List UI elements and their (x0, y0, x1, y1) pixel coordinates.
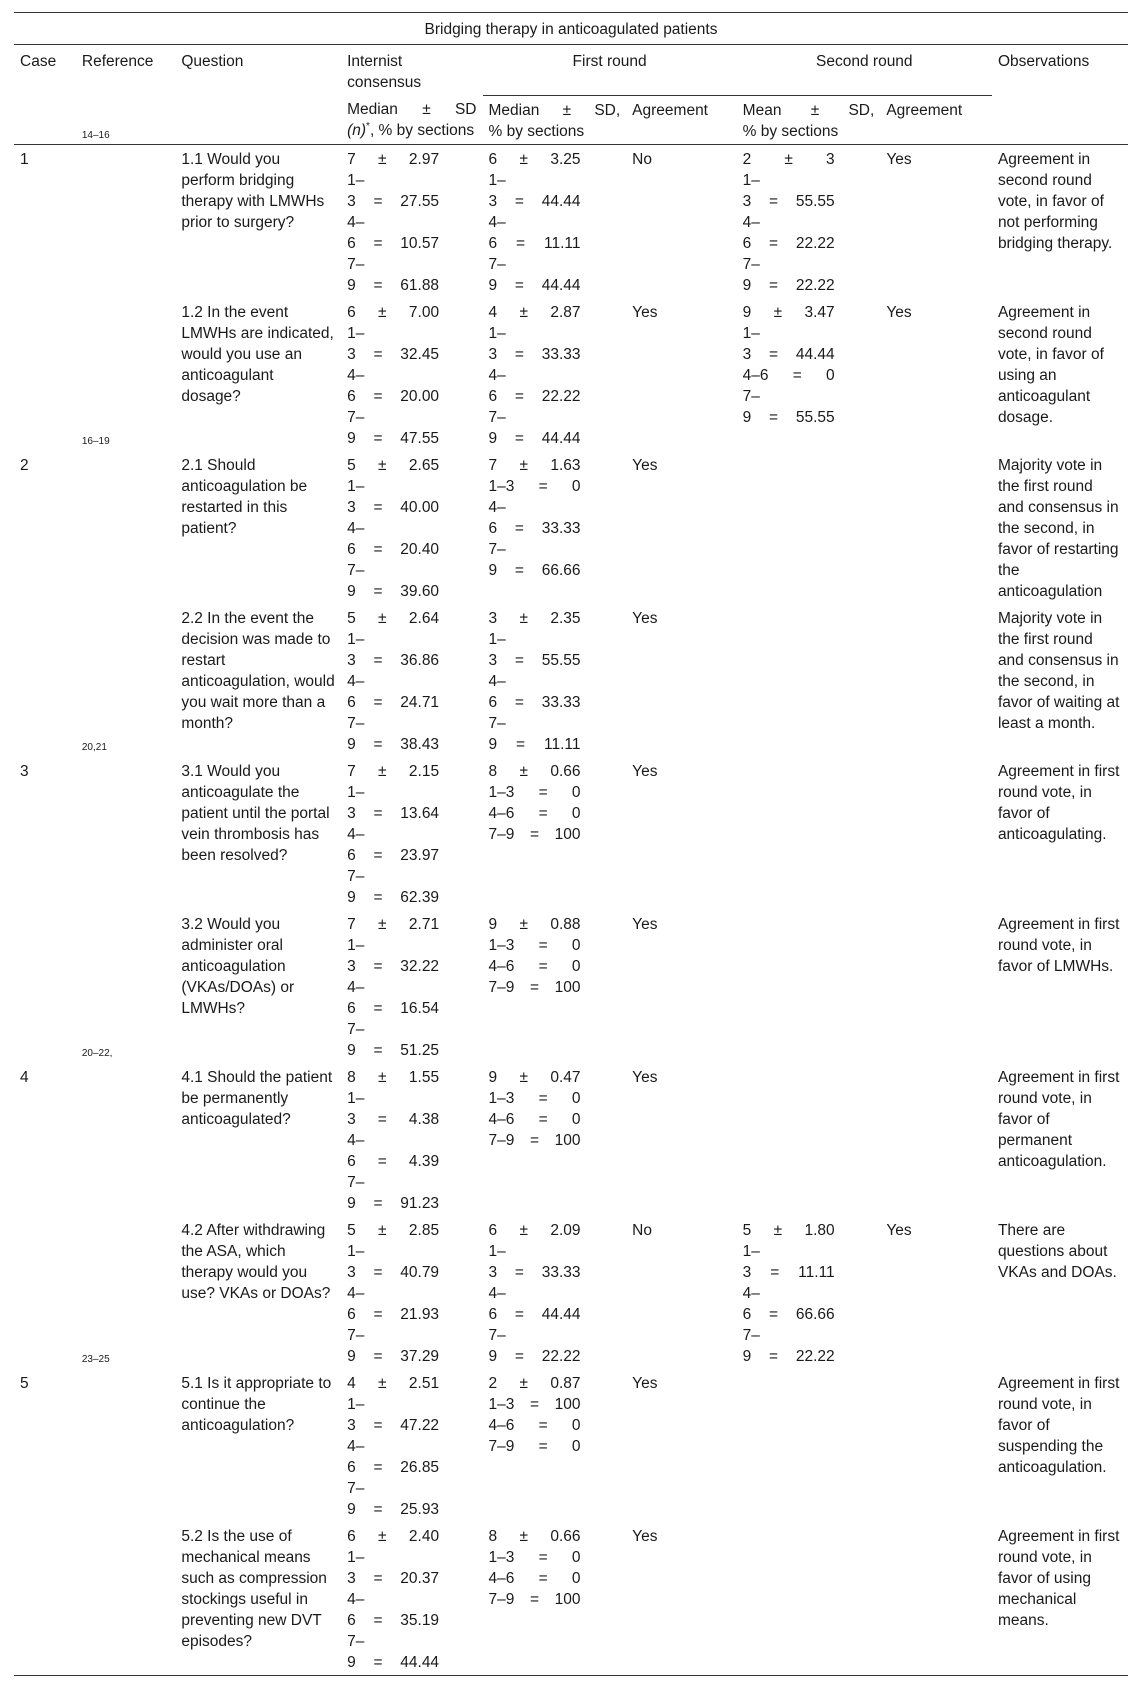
stat-line: 9 = 44.44 (488, 429, 581, 447)
stat-line: 3 = 55.55 (742, 192, 835, 210)
stat-line: 9 = 55.55 (742, 408, 835, 426)
stat-line: 7– (347, 408, 365, 426)
first-agreement-cell: Yes (632, 915, 658, 933)
table-row (14, 1522, 1128, 1676)
reference-cell (76, 1353, 175, 1522)
stat-line: 4– (347, 1284, 365, 1302)
stat-line: 8 ± 0.66 (488, 762, 581, 780)
observations-cell: Agreement in first round vote, in favor of using mechanical means. (992, 1522, 1128, 1676)
stat-line: 1– (488, 630, 506, 648)
stat-line: 7– (347, 1173, 365, 1191)
stat-line: 7– (488, 255, 506, 273)
case-cell: 1 (20, 150, 29, 168)
first-round-cell (483, 298, 627, 451)
stat-line: 6 = 26.85 (347, 1458, 440, 1476)
table-row (14, 298, 1128, 451)
table-row (14, 1063, 1128, 1216)
observations-cell: Majority vote in the first round and consensus in the second, in favor of restarting the anticoagulation (997, 456, 1119, 600)
stat-line: 1– (347, 1242, 365, 1260)
question-cell: 1.2 In the event LMWHs are indicated, would you use an anticoagulant dosage? (181, 303, 334, 405)
case-cell: 3 (20, 762, 29, 780)
question-cell: 3.1 Would you anticoagulate the patient until the portal vein thrombosis has been resolved? (181, 762, 330, 864)
stat-line: 3 = 40.79 (347, 1263, 440, 1281)
stat-line: 9 = 62.39 (347, 888, 440, 906)
first-round-cell (483, 757, 627, 910)
stat-line: 4–6 = 0 (488, 957, 581, 975)
stat-line: 7– (347, 1479, 365, 1497)
stat-line: 6 = 66.66 (742, 1305, 835, 1323)
stat-line: 4– (488, 213, 506, 231)
first-agreement-cell: No (632, 1221, 652, 1239)
reference-cell (76, 910, 175, 1063)
stat-line: 5 ± 1.80 (742, 1221, 835, 1239)
stat-line: 9 = 11.11 (488, 735, 581, 753)
stat-line: 7–9 = 100 (488, 1590, 581, 1608)
observations-cell: Majority vote in the first round and consensus in the second, in favor of waiting at least a month. (997, 609, 1120, 732)
stat-line: 9 = 38.43 (347, 735, 440, 753)
first-agreement-cell: Yes (632, 762, 658, 780)
observations-cell: There are questions about VKAs and DOAs. (997, 1221, 1117, 1281)
stat-line: 1– (347, 1089, 365, 1107)
stat-line: 4– (488, 1284, 506, 1302)
stat-line: 7– (488, 714, 506, 732)
stat-line: 4 ± 2.87 (488, 303, 581, 321)
header-first-round: First round (483, 45, 737, 96)
table-body (14, 129, 1128, 1675)
case-cell (14, 604, 76, 757)
stat-line: 4– (347, 366, 365, 384)
question-cell: 2.2 In the event the decision was made to restart anticoagulation, would you wait more than a month? (181, 609, 335, 732)
stat-line: 4– (347, 672, 365, 690)
observations-cell: Agreement in second round vote, in favor of using an anticoagulant dosage. (997, 303, 1104, 426)
stat-line: 8 ± 1.55 (347, 1068, 440, 1086)
table-container (14, 12, 1128, 1676)
header-observations: Observations (992, 45, 1128, 145)
stat-line: 7 ± 2.15 (347, 762, 440, 780)
stat-line: 4– (347, 519, 365, 537)
first-agreement-cell: No (632, 150, 652, 168)
reference-cell (76, 1522, 175, 1676)
internist-cell (341, 451, 482, 604)
stat-line: 4– (488, 366, 506, 384)
reference-cell (76, 1216, 175, 1369)
header-internist: Internist consensus (347, 53, 422, 91)
stat-line: 9 = 25.93 (347, 1500, 440, 1518)
second-agreement-cell: Yes (886, 150, 912, 168)
internist-cell (341, 298, 482, 451)
second-round-cell (737, 144, 881, 298)
stat-line: 9 = 66.66 (488, 561, 581, 579)
stat-line: 4–6 = 0 (488, 1110, 581, 1128)
stat-line: 1– (488, 1242, 506, 1260)
stat-line: 1– (347, 1395, 365, 1413)
header-question: Question (175, 45, 341, 145)
stat-line: 9 = 22.22 (742, 1347, 835, 1365)
stat-line: 6 = 10.57 (347, 234, 440, 252)
reference-superscript: 14–16 (81, 129, 110, 141)
first-round-cell (483, 144, 627, 298)
stat-line: 6 = 44.44 (488, 1305, 581, 1323)
observations-cell: Agreement in first round vote, in favor of suspending the anticoagulation. (997, 1374, 1120, 1476)
stat-line: 6 = 33.33 (488, 693, 581, 711)
internist-cell (341, 1522, 482, 1676)
reference-superscript: 20–22, (81, 1047, 113, 1059)
stat-line: 7– (347, 1326, 365, 1344)
stat-line: 1– (742, 324, 760, 342)
stat-line: 6 = 33.33 (488, 519, 581, 537)
case-cell (14, 1522, 76, 1676)
stat-line: 1– (742, 171, 760, 189)
stat-line: 1– (488, 171, 506, 189)
table-row (14, 451, 1128, 604)
stat-line: 9 = 44.44 (347, 1653, 440, 1671)
stat-line: 3 = 32.45 (347, 345, 440, 363)
stat-line: 4– (488, 498, 506, 516)
header-second-agreement: Agreement (880, 95, 992, 144)
case-cell: 5 (20, 1374, 29, 1392)
internist-cell (341, 1216, 482, 1369)
stat-line: 6 = 24.71 (347, 693, 440, 711)
stat-line: 1– (347, 477, 365, 495)
stat-line: 5 ± 2.65 (347, 456, 440, 474)
stat-line: 7– (347, 255, 365, 273)
stat-line: 6 = 16.54 (347, 999, 440, 1017)
stat-line: 7– (347, 561, 365, 579)
stat-line: 3 = 44.44 (742, 345, 835, 363)
table-row (14, 1216, 1128, 1369)
header-case: Case (14, 45, 76, 145)
observations-cell: Agreement in second round vote, in favor of not performing bridging therapy. (997, 150, 1113, 252)
stat-line: 1– (347, 324, 365, 342)
stat-line: 9 = 61.88 (347, 276, 440, 294)
stat-line: 9 = 51.25 (347, 1041, 440, 1059)
question-cell: 4.1 Should the patient be permanently anticoagulated? (181, 1068, 333, 1128)
stat-line: 1–3 = 0 (488, 936, 581, 954)
stat-line: 4– (347, 825, 365, 843)
stat-line: 9 = 22.22 (488, 1347, 581, 1365)
reference-superscript: 23–25 (81, 1353, 110, 1365)
first-agreement-cell: Yes (626, 1522, 737, 1676)
stat-line: 8 ± 0.66 (488, 1527, 581, 1545)
stat-line: 9 = 47.55 (347, 429, 440, 447)
second-agreement-cell: Yes (886, 1221, 912, 1239)
stat-line: 3 = 47.22 (347, 1416, 440, 1434)
internist-cell (341, 910, 482, 1063)
first-agreement-cell: Yes (632, 609, 658, 627)
stat-line: 4–6 = 0 (742, 366, 835, 384)
first-round-cell (483, 1063, 627, 1216)
stat-line: 6 ± 3.25 (488, 150, 581, 168)
stat-line: 1–3 = 0 (488, 1548, 581, 1566)
first-agreement-cell: Yes (632, 1068, 658, 1086)
second-agreement-cell (880, 1063, 992, 1216)
stat-line: 7 ± 2.71 (347, 915, 440, 933)
second-agreement-cell (880, 757, 992, 910)
stat-line: 7– (488, 408, 506, 426)
stat-line: 6 = 35.19 (347, 1611, 440, 1629)
stat-line: 6 = 21.93 (347, 1305, 440, 1323)
second-round-cell (737, 1522, 881, 1676)
question-cell: 1.1 Would you perform bridging therapy with LMWHs prior to surgery? (181, 150, 325, 231)
stat-line: 5 ± 2.85 (347, 1221, 440, 1239)
stat-line: 7 ± 2.97 (347, 150, 440, 168)
stat-line: 3 = 44.44 (488, 192, 581, 210)
case-cell (14, 298, 76, 451)
stat-line: 6 = 22.22 (488, 387, 581, 405)
stat-line: 3 = 32.22 (347, 957, 440, 975)
stat-line: 6 = 4.39 (347, 1152, 440, 1170)
stat-line: 9 = 39.60 (347, 582, 440, 600)
stat-line: 9 = 91.23 (347, 1194, 440, 1212)
table-row (14, 144, 1128, 298)
reference-cell (76, 298, 175, 451)
stat-line: 1–3 = 100 (488, 1395, 581, 1413)
stat-line: 4 ± 2.51 (347, 1374, 440, 1392)
stat-line: 7–9 = 0 (488, 1437, 581, 1455)
stat-line: 4– (488, 672, 506, 690)
bridging-therapy-table (14, 12, 1128, 1676)
stat-line: 7– (347, 1020, 365, 1038)
stat-line: 6 = 20.40 (347, 540, 440, 558)
stat-line: 3 ± 2.35 (488, 609, 581, 627)
stat-line: 3 = 33.33 (488, 345, 581, 363)
stat-line: 1–3 = 0 (488, 783, 581, 801)
second-agreement-cell: Yes (886, 303, 912, 321)
first-round-cell (483, 1522, 627, 1676)
case-cell: 4 (20, 1068, 29, 1086)
header-first-agreement: Agreement (626, 95, 737, 144)
stat-line: 7–9 = 100 (488, 978, 581, 996)
stat-line: 4– (742, 213, 760, 231)
first-agreement-cell: Yes (632, 1374, 658, 1392)
header-reference: Reference (76, 45, 175, 145)
stat-line: 1–3 = 0 (488, 477, 581, 495)
stat-line: 9 ± 3.47 (742, 303, 835, 321)
internist-cell (341, 757, 482, 910)
second-agreement-cell (880, 910, 992, 1063)
stat-line: 3 = 55.55 (488, 651, 581, 669)
stat-line: 3 = 36.86 (347, 651, 440, 669)
stat-line: 7– (488, 540, 506, 558)
stat-line: 1– (347, 936, 365, 954)
second-round-cell (737, 1063, 881, 1216)
stat-line: 3 = 33.33 (488, 1263, 581, 1281)
stat-line: 1– (347, 783, 365, 801)
stat-line: 5 ± 2.64 (347, 609, 440, 627)
stat-line: 6 = 23.97 (347, 846, 440, 864)
internist-cell (341, 1369, 482, 1522)
stat-line: 1– (347, 171, 365, 189)
stat-line: 4– (347, 1590, 365, 1608)
reference-cell (76, 129, 175, 298)
table-title: Bridging therapy in anticoagulated patients (14, 13, 1128, 45)
stat-line: 3 = 20.37 (347, 1569, 440, 1587)
case-cell: 2 (20, 456, 29, 474)
stat-line: 4–6 = 0 (488, 1569, 581, 1587)
stat-line: 4–6 = 0 (488, 1416, 581, 1434)
stat-line: 4– (347, 1131, 365, 1149)
reference-cell (76, 741, 175, 910)
first-round-cell (483, 451, 627, 604)
case-cell (14, 1216, 76, 1369)
stat-line: 7– (347, 714, 365, 732)
stat-line: 9 = 44.44 (488, 276, 581, 294)
question-cell: 5.1 Is it appropriate to continue the anticoagulation? (181, 1374, 332, 1434)
stat-line: 9 = 22.22 (742, 276, 835, 294)
stat-line: 4– (347, 978, 365, 996)
internist-cell (341, 144, 482, 298)
first-agreement-cell: Yes (632, 456, 658, 474)
first-agreement-cell: Yes (632, 303, 658, 321)
stat-line: 3 = 27.55 (347, 192, 440, 210)
first-round-cell (483, 604, 627, 757)
second-agreement-cell (880, 451, 992, 604)
second-agreement-cell (880, 1522, 992, 1676)
second-agreement-cell (880, 1369, 992, 1522)
stat-line: 1– (347, 630, 365, 648)
stat-line: 2 ± 0.87 (488, 1374, 581, 1392)
question-cell: 4.2 After withdrawing the ASA, which therapy would you use? VKAs or DOAs? (181, 1221, 331, 1302)
question-cell: 3.2 Would you administer oral anticoagulation (VKAs/DOAs) or LMWHs? (181, 915, 295, 1017)
reference-cell (76, 1047, 175, 1216)
stat-line: 6 = 20.00 (347, 387, 440, 405)
header-first-median: Median ± SD, % by sections (483, 95, 627, 144)
reference-cell (76, 604, 175, 757)
case-cell (14, 910, 76, 1063)
stat-line: 9 = 37.29 (347, 1347, 440, 1365)
second-round-cell (737, 910, 881, 1063)
stat-line: 3 = 4.38 (347, 1110, 440, 1128)
internist-cell (341, 604, 482, 757)
stat-line: 7 ± 1.63 (488, 456, 581, 474)
question-cell: 5.2 Is the use of mechanical means such as compression stockings useful in preventing new DVT episodes? (175, 1522, 341, 1676)
stat-line: 9 ± 0.88 (488, 915, 581, 933)
stat-line: 4– (347, 213, 365, 231)
stat-line: 4–6 = 0 (488, 804, 581, 822)
reference-superscript: 16–19 (81, 435, 110, 447)
stat-line: 2 ± 3 (742, 150, 835, 168)
stat-line: 3 = 40.00 (347, 498, 440, 516)
observations-cell: Agreement in first round vote, in favor of anticoagulating. (997, 762, 1120, 843)
stat-line: 6 = 11.11 (488, 234, 581, 252)
question-cell: 2.1 Should anticoagulation be restarted in this patient? (181, 456, 308, 537)
stat-line: 1– (488, 324, 506, 342)
stat-line: 1– (742, 1242, 760, 1260)
stat-line: 6 = 22.22 (742, 234, 835, 252)
second-round-cell (737, 757, 881, 910)
stat-line: 1–3 = 0 (488, 1089, 581, 1107)
stat-line: 7– (742, 1326, 760, 1344)
stat-line: 4– (742, 1284, 760, 1302)
stat-line: 7– (742, 387, 760, 405)
stat-line: 7– (488, 1326, 506, 1344)
stat-line: 7– (347, 1632, 365, 1650)
second-round-cell (737, 604, 881, 757)
stat-line: 6 ± 2.09 (488, 1221, 581, 1239)
second-round-cell (737, 298, 881, 451)
header-second-mean: Mean ± SD, % by sections (737, 95, 881, 144)
stat-line: 7– (742, 255, 760, 273)
stat-line: 9 ± 0.47 (488, 1068, 581, 1086)
stat-line: 3 = 13.64 (347, 804, 440, 822)
second-agreement-cell (880, 604, 992, 757)
stat-line: 6 ± 2.40 (347, 1527, 440, 1545)
first-round-cell (483, 1369, 627, 1522)
header-second-round: Second round (737, 45, 992, 96)
table-row (14, 910, 1128, 1063)
stat-line: 7–9 = 100 (488, 825, 581, 843)
table-row (14, 604, 1128, 757)
second-round-cell (737, 1369, 881, 1522)
first-round-cell (483, 910, 627, 1063)
reference-cell (76, 435, 175, 604)
stat-line: 7– (347, 867, 365, 885)
table-row (14, 757, 1128, 910)
observations-cell: Agreement in first round vote, in favor of LMWHs. (997, 915, 1120, 975)
reference-superscript: 20,21 (81, 741, 107, 753)
second-round-cell (737, 1216, 881, 1369)
stat-line: 6 ± 7.00 (347, 303, 440, 321)
stat-line: 7–9 = 100 (488, 1131, 581, 1149)
observations-cell: Agreement in first round vote, in favor of permanent anticoagulation. (997, 1068, 1120, 1170)
stat-line: 1– (347, 1548, 365, 1566)
second-round-cell (737, 451, 881, 604)
header-internist-sub: Median ± SD (n)*, % by sections (341, 95, 482, 144)
stat-line: 4– (347, 1437, 365, 1455)
internist-cell (341, 1063, 482, 1216)
stat-line: 3 = 11.11 (742, 1263, 835, 1281)
table-row (14, 1369, 1128, 1522)
first-round-cell (483, 1216, 627, 1369)
